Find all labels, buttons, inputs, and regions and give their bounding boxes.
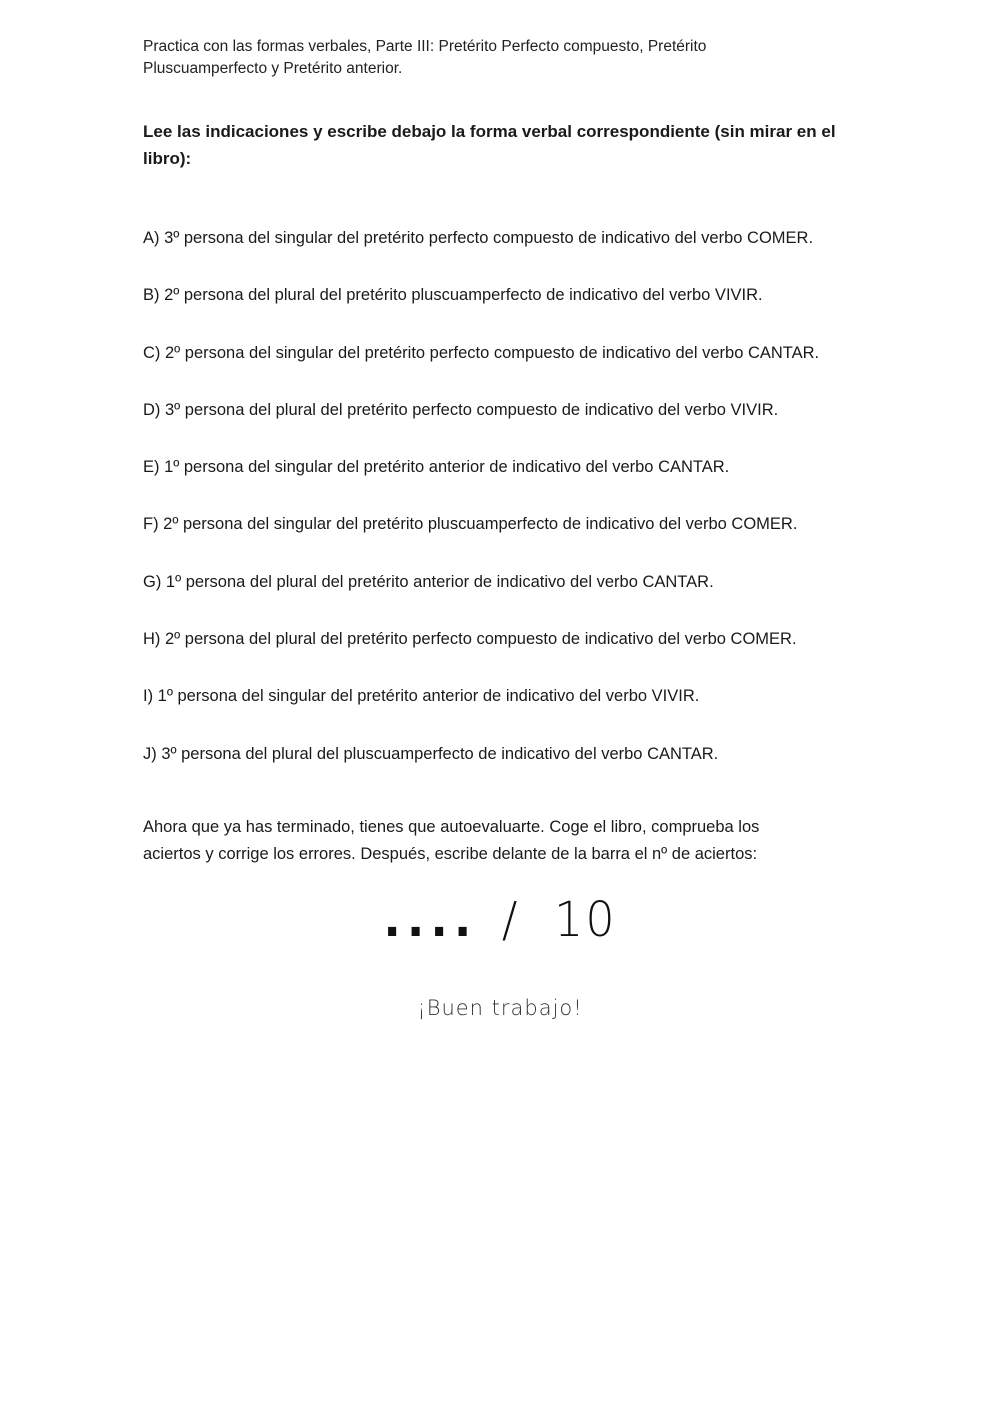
exercise-item-g: G) 1º persona del plural del pretérito anterior de indicativo del verbo CANTAR. — [143, 572, 714, 591]
score-slash: / — [501, 890, 520, 948]
exercise-item-d: D) 3º persona del plural del pretérito perfecto compuesto de indicativo del verbo VIVIR. — [143, 400, 779, 419]
exercise-item-c: C) 2º persona del singular del pretérito perfecto compuesto de indicativo del verbo CANTAR. — [143, 343, 820, 362]
exercise-item-b: B) 2º persona del plural del pretérito pluscuamperfecto de indicativo del verbo VIVIR. — [143, 286, 763, 305]
exercise-list — [143, 226, 943, 799]
self-evaluation-text — [143, 814, 857, 868]
score-line — [0, 891, 1000, 948]
instructions — [143, 118, 873, 172]
title-line-2: Pluscuamperfecto y Pretérito anterior. — [143, 60, 403, 77]
instructions-line-1: Lee las indicaciones y escribe debajo la forma verbal correspondiente (sin mirar en el — [143, 122, 836, 141]
score-total: 10 — [554, 890, 617, 948]
title-line-1: Practica con las formas verbales, Parte III: Pretérito Perfecto compuesto, Pretérito — [143, 38, 707, 55]
exercise-item-a: A) 3º persona del singular del pretérito perfecto compuesto de indicativo del verbo COMER. — [143, 229, 814, 247]
exercise-item-h: H) 2º persona del plural del pretérito perfecto compuesto de indicativo del verbo COMER. — [143, 630, 797, 649]
page-title — [143, 36, 903, 80]
exercise-item-e: E) 1º persona del singular del pretérito anterior de indicativo del verbo CANTAR. — [143, 458, 730, 477]
exercise-item-f: F) 2º persona del singular del pretérito pluscuamperfecto de indicativo del verbo COMER. — [143, 515, 798, 534]
closing-line-2: aciertos y corrige los errores. Después, escribe delante de la barra el nº de aciertos: — [143, 845, 758, 863]
score-blank: .... — [383, 890, 478, 948]
praise-text: ¡Buen trabajo! — [417, 996, 583, 1020]
exercise-item-j: J) 3º persona del plural del pluscuamperfecto de indicativo del verbo CANTAR. — [143, 744, 719, 763]
exercise-item-i: I) 1º persona del singular del pretérito anterior de indicativo del verbo VIVIR. — [143, 687, 700, 706]
instructions-line-2: libro): — [143, 149, 192, 168]
document-header — [143, 36, 903, 80]
closing-line-1: Ahora que ya has terminado, tienes que autoevaluarte. Coge el libro, comprueba los — [143, 818, 760, 836]
